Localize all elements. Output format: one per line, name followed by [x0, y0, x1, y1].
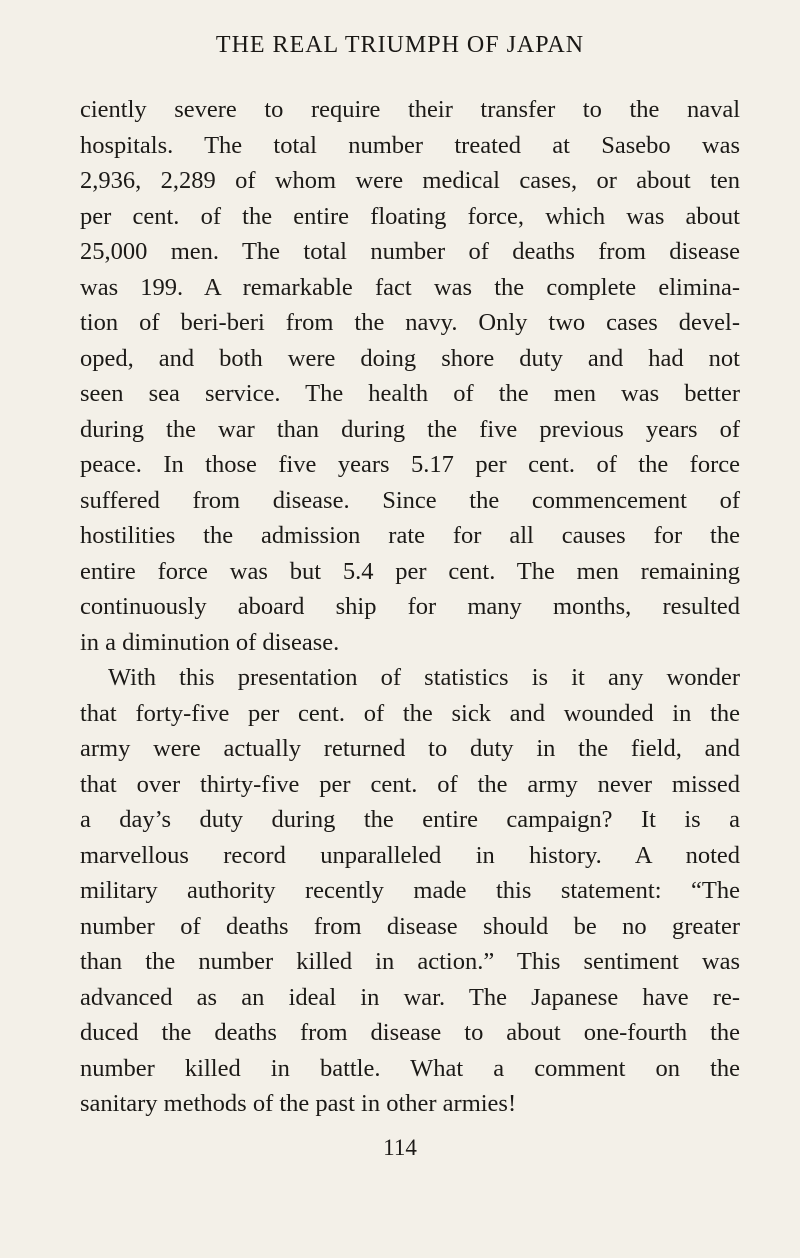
text-line: sanitary methods of the past in other armies!: [80, 1090, 517, 1117]
text-line: ciently severe to require their transfer to the naval: [80, 96, 740, 123]
text-line: entire force was but 5.4 per cent. The men remaining: [80, 557, 740, 585]
text-line: was 199. A remarkable fact was the complete elimina-: [80, 273, 740, 301]
text-line: duced the deaths from disease to about one-fourth the: [80, 1019, 740, 1046]
text-line: seen sea service. The health of the men was better: [80, 380, 740, 407]
text-line: military authority recently made this statement: “The: [80, 877, 740, 904]
text-line: marvellous record unparalleled in history. A noted: [80, 841, 740, 869]
text-line: than the number killed in action.” This sentiment was: [80, 948, 740, 975]
text-line: advanced as an ideal in war. The Japanese have re-: [80, 983, 740, 1011]
body-text: [80, 92, 740, 1122]
page-number: 114: [383, 1135, 417, 1160]
text-line: that forty-five per cent. of the sick and wounded in the: [80, 699, 740, 727]
text-line: per cent. of the entire floating force, which was about: [80, 202, 740, 230]
running-header: THE REAL TRIUMPH OF JAPAN: [215, 32, 585, 58]
text-line: a day’s duty during the entire campaign? It is a: [80, 806, 740, 833]
text-line: hostilities the admission rate for all causes for the: [80, 522, 740, 549]
text-line: hospitals. The total number treated at Sasebo was: [80, 131, 740, 159]
text-line: number killed in battle. What a comment on the: [80, 1054, 740, 1082]
text-line: number of deaths from disease should be no greater: [80, 912, 740, 940]
text-line: 25,000 men. The total number of deaths from disease: [80, 238, 740, 265]
text-line: in a diminution of disease.: [80, 628, 340, 656]
text-line: suffered from disease. Since the commencement of: [80, 486, 740, 514]
text-line: continuously aboard ship for many months, resulted: [80, 593, 740, 620]
text-line: during the war than during the five previous years of: [80, 415, 740, 443]
text-line: 2,936, 2,289 of whom were medical cases, or about ten: [80, 167, 740, 194]
text-line: that over thirty-five per cent. of the army never missed: [80, 770, 740, 798]
text-line: tion of beri-beri from the navy. Only two cases devel-: [80, 309, 740, 336]
text-line: With this presentation of statistics is it any wonder: [108, 664, 740, 691]
text-line: army were actually returned to duty in the field, and: [80, 735, 740, 762]
text-line: peace. In those five years 5.17 per cent. of the force: [80, 451, 740, 478]
text-line: oped, and both were doing shore duty and had not: [80, 344, 740, 372]
